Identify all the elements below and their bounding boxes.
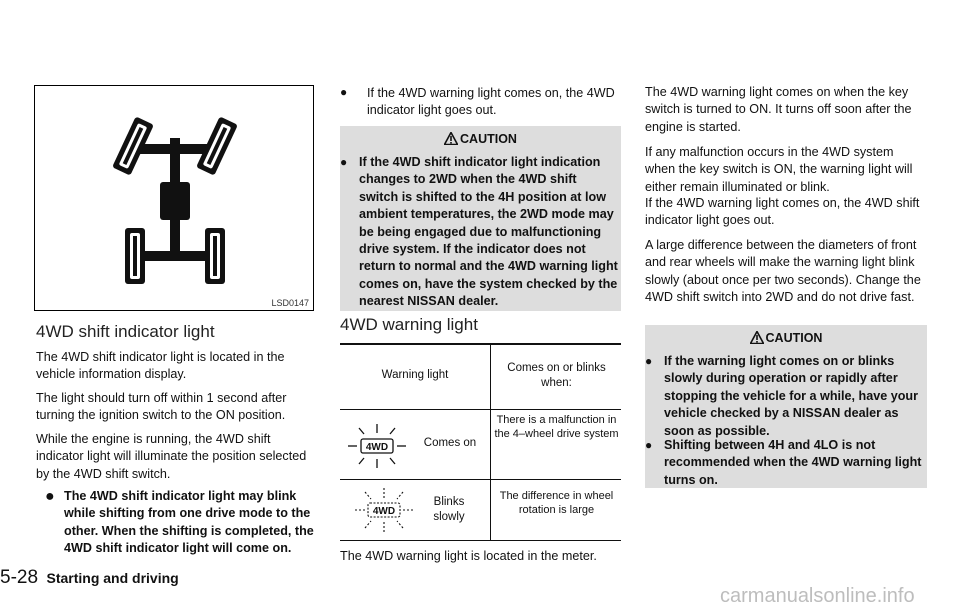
- caution-title: CAUTION: [340, 126, 621, 154]
- bullet-dot: ●: [340, 155, 348, 169]
- caution-item: If the 4WD shift indicator light indication changes to 2WD when the 4WD shift switch is shifted to the 4H position at low ambient temperatures, the 2WD mode may be being engaged due to malfunctioning drive system. If the indicator does not return to normal and the 4WD warning light comes on, have the system checked by the nearest NISSAN dealer.: [359, 155, 618, 309]
- 4wd-drivetrain-icon: [35, 86, 313, 310]
- warning-light-table: [340, 343, 621, 541]
- watermark: carmanualsonline.info: [720, 585, 915, 607]
- table-header-comes-on: Comes on or blinks when:: [507, 362, 606, 389]
- paragraph: If any malfunction occurs in the 4WD system when the key switch is ON, the warning light will either remain illuminated or blink.: [645, 145, 913, 194]
- caution-item: Shifting between 4H and 4LO is not recommended when the 4WD warning light turns on.: [664, 438, 922, 487]
- figure-4wd-indicator: [34, 85, 314, 311]
- caution-box: [340, 126, 621, 311]
- svg-text:4WD: 4WD: [372, 506, 396, 517]
- paragraph: The light should turn off within 1 second after turning the ignition switch to the ON position.: [36, 391, 287, 423]
- warning-triangle-icon: [750, 331, 764, 344]
- paragraph: If the 4WD warning light comes on, the 4WD shift indicator light goes out.: [645, 196, 920, 228]
- page-footer: [0, 567, 179, 589]
- section-title: Starting and driving: [46, 570, 179, 586]
- section-heading-warning-light: 4WD warning light: [340, 315, 478, 334]
- paragraph: The 4WD shift indicator light is located in the vehicle information display.: [36, 350, 285, 382]
- table-cell-condition: There is a malfunction in the 4–wheel drive system: [494, 414, 619, 440]
- caution-box: [645, 325, 927, 488]
- paragraph: While the engine is running, the 4WD shift indicator light will illuminate the position selected by the 4WD shift switch.: [36, 432, 307, 481]
- bullet-dot: ●: [645, 354, 653, 368]
- paragraph: The 4WD warning light is located in the meter.: [340, 549, 597, 563]
- section-heading-shift-indicator: 4WD shift indicator light: [36, 322, 215, 341]
- page-number: 5-28: [0, 567, 39, 588]
- caution-title: CAUTION: [645, 325, 927, 353]
- bullet-dot: ●: [45, 488, 55, 505]
- bullet-dot: ●: [340, 85, 348, 99]
- svg-text:4WD: 4WD: [365, 442, 389, 453]
- paragraph: A large difference between the diameters of front and rear wheels will make the warning light blink slowly (about once per two seconds). Change the 4WD shift switch into 2WD and do not drive fast.: [645, 238, 921, 305]
- bullet-text: The 4WD shift indicator light may blink while shifting from one drive mode to the other. When the shifting is completed, the 4WD shift indicator light will come on.: [64, 489, 314, 556]
- warning-triangle-icon: [444, 132, 458, 145]
- figure-id: LSD0147: [271, 298, 309, 308]
- table-cell-condition: The difference in wheel rotation is large: [499, 490, 614, 516]
- table-cell-state: Blinks slowly: [433, 496, 465, 523]
- caution-item: If the warning light comes on or blinks slowly during operation or rapidly after stopping the vehicle for a while, have your vehicle checked by a NISSAN dealer as soon as possible.: [664, 354, 919, 438]
- bullet-dot: ●: [645, 438, 653, 452]
- table-header-warning-light: Warning light: [381, 369, 449, 381]
- table-cell-state: Comes on: [423, 437, 477, 449]
- 4wd-warning-light-blink-icon: [354, 487, 414, 533]
- paragraph: The 4WD warning light comes on when the key switch is turned to ON. It turns off soon after the engine is started.: [645, 85, 912, 134]
- 4wd-warning-light-on-icon: [346, 423, 408, 469]
- bullet-text: If the 4WD warning light comes on, the 4WD indicator light goes out.: [367, 86, 615, 118]
